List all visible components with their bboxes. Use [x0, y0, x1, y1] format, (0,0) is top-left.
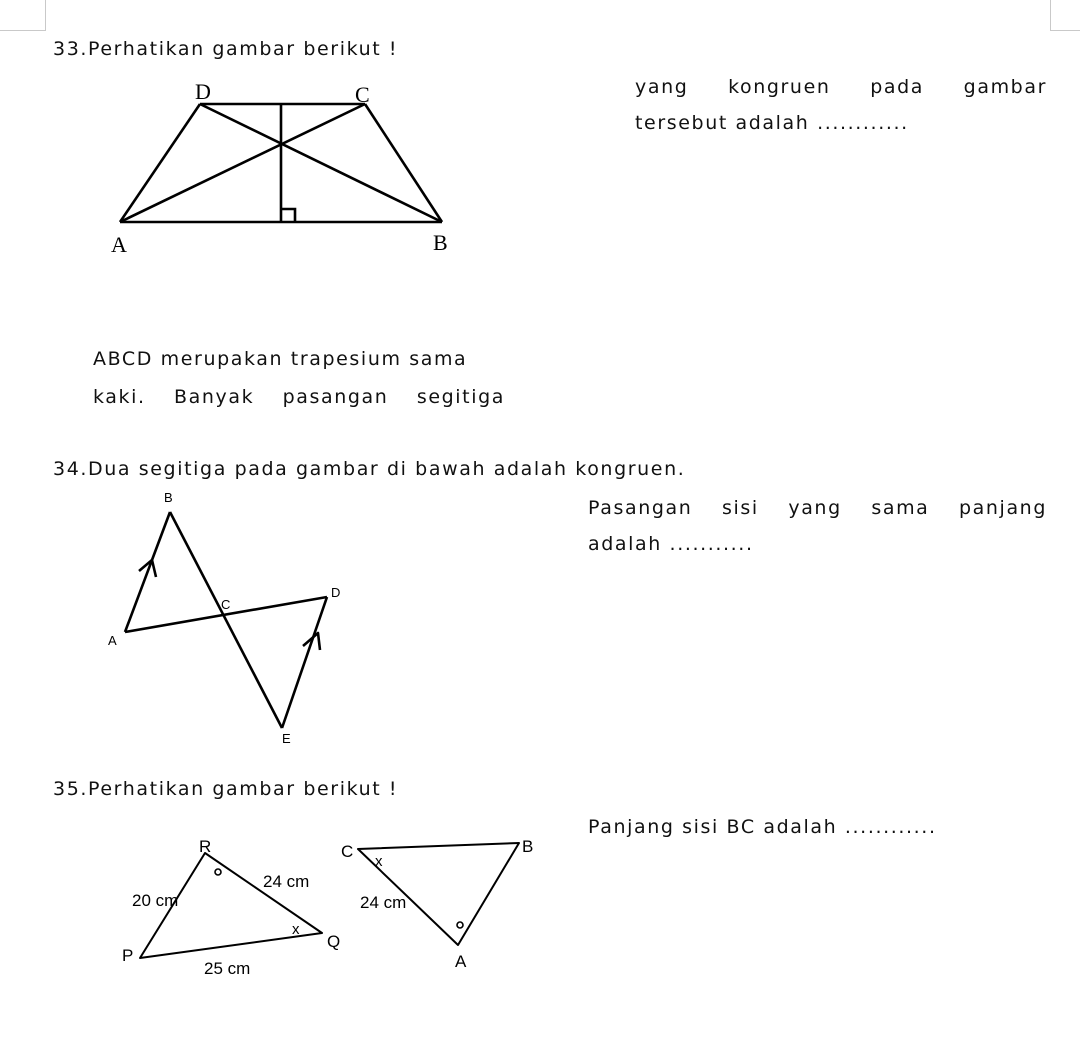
crop-mark-left — [0, 0, 46, 31]
label-d: D — [331, 585, 341, 600]
crop-mark-right — [1050, 0, 1080, 31]
word: gambar — [963, 76, 1047, 98]
word: panjang — [959, 497, 1047, 519]
word: sama — [871, 497, 930, 519]
label-d: D — [195, 79, 211, 104]
angle-o-mark-r — [215, 869, 221, 875]
word: segitiga — [416, 386, 505, 408]
length-ca: 24 cm — [360, 893, 407, 912]
label-e: E — [282, 731, 291, 746]
q33-heading: 33.Perhatikan gambar berikut ! — [53, 38, 399, 60]
label-b: B — [433, 230, 448, 255]
side-ed — [282, 597, 327, 728]
label-q: Q — [327, 932, 341, 951]
side-ad — [120, 104, 200, 222]
label-p: P — [122, 946, 134, 965]
label-a: A — [108, 633, 117, 648]
q33-side-line2: tersebut adalah ............ — [635, 112, 909, 134]
word: yang — [788, 497, 842, 519]
side-ab — [125, 512, 170, 632]
label-a: A — [111, 232, 127, 257]
diagonal-ac — [120, 104, 365, 222]
word: kongruen — [728, 76, 831, 98]
length-pr: 20 cm — [132, 891, 179, 910]
label-a: A — [455, 952, 467, 971]
word: sisi — [721, 497, 759, 519]
angle-x-label-q: x — [292, 921, 300, 938]
word: pada — [870, 76, 924, 98]
word: yang — [635, 76, 689, 98]
label-b: B — [164, 490, 173, 505]
q33-trapezoid-figure — [100, 75, 480, 265]
q34-heading: 34.Dua segitiga pada gambar di bawah adalah kongruen. — [53, 458, 686, 480]
word: Banyak — [174, 386, 255, 408]
q33-body-line2 — [93, 386, 505, 408]
q34-side-line2: adalah ........... — [588, 533, 754, 555]
word: Pasangan — [588, 497, 693, 519]
length-pq: 25 cm — [204, 959, 251, 978]
word: kaki. — [93, 386, 146, 408]
angle-x-label-c: x — [375, 853, 383, 870]
q34-side-line1 — [588, 497, 1047, 519]
q33-side-line1 — [635, 76, 1047, 98]
q35-heading: 35.Perhatikan gambar berikut ! — [53, 778, 399, 800]
label-b: B — [522, 837, 534, 856]
word: pasangan — [282, 386, 389, 408]
diagonal-bd — [200, 104, 442, 222]
label-r: R — [199, 837, 212, 856]
q35-triangles-figure — [110, 830, 550, 985]
label-c: C — [221, 597, 231, 612]
label-c: C — [355, 82, 370, 107]
angle-o-mark-a — [457, 922, 463, 928]
length-rq: 24 cm — [263, 872, 310, 891]
q34-triangles-figure — [100, 485, 360, 750]
label-c: C — [341, 842, 354, 861]
q33-body-line1: ABCD merupakan trapesium sama — [93, 348, 468, 370]
q35-side-line1: Panjang sisi BC adalah ............ — [588, 816, 937, 838]
right-angle-mark — [281, 209, 295, 222]
